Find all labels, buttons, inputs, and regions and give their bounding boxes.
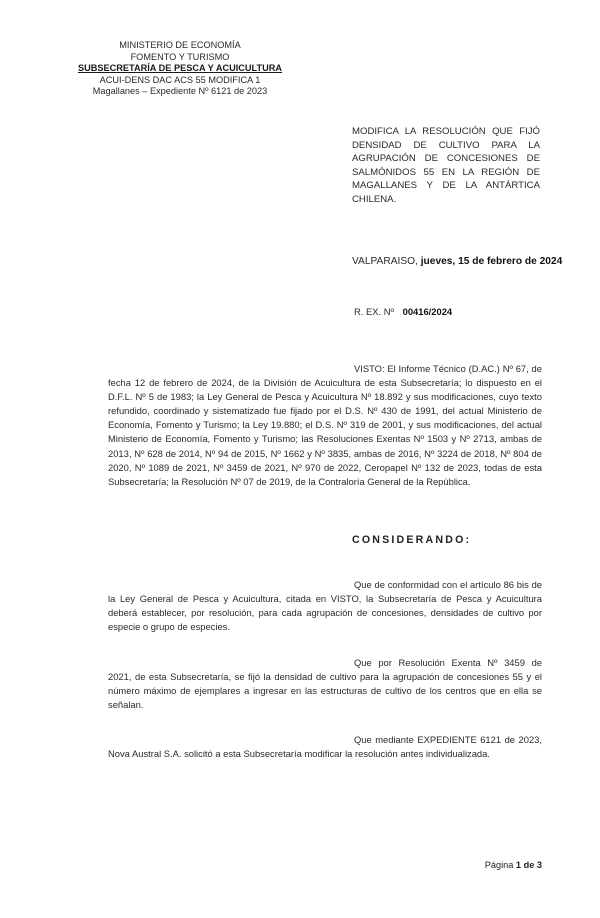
issuing-authority-header [70, 40, 290, 98]
file-reference: Magallanes – Expediente Nº 6121 de 2023 [92, 86, 268, 97]
page-total: 3 [536, 860, 542, 870]
issue-date: jueves, 15 de febrero de 2024 [420, 256, 563, 267]
considerando-paragraph-2 [108, 656, 542, 712]
page-of: de [523, 860, 535, 870]
paragraph-text: Que de conformidad con el artículo 86 bis de la Ley General de Pesca y Acuicultura, citada en VISTO, la Subsecretaría de Pesca y Acuicultura deberá establecer, por resolución, para cada agrupación de concesiones, densidades de cultivo por especie o grupo de especies. [108, 579, 542, 633]
subject-line: SALMÓNIDOS 55 EN LA REGIÓN DE [352, 166, 540, 178]
place-and-date [352, 256, 562, 267]
resolution-subject [352, 125, 540, 207]
resolution-number-label: R. EX. Nº [354, 306, 394, 317]
visto-paragraph [108, 362, 542, 489]
page-current: 1 [515, 860, 522, 870]
ministry-subline: FOMENTO Y TURISMO [130, 51, 230, 62]
resolution-number-value: 00416/2024 [402, 306, 453, 317]
considerando-paragraph-1 [108, 578, 542, 634]
paragraph-text: Que mediante EXPEDIENTE 6121 de 2023, Nova Austral S.A. solicitó a esta Subsecretaría modificar la resolución antes individualizada. [108, 734, 542, 760]
resolution-number [354, 306, 452, 317]
page-prefix: Página [484, 860, 514, 870]
considerando-paragraph-3 [108, 733, 542, 761]
subject-line: DENSIDAD DE CULTIVO PARA LA [352, 139, 540, 151]
subject-line: AGRUPACIÓN DE CONCESIONES DE [352, 153, 540, 165]
subject-line: MODIFICA LA RESOLUCIÓN QUE FIJÓ [352, 126, 540, 137]
reference-code: ACUI-DENS DAC ACS 55 MODIFICA 1 [99, 74, 261, 85]
visto-text: VISTO: El Informe Técnico (D.AC.) Nº 67, de fecha 12 de febrero de 2024, de la División de Acuicultura de esta Subsecretaría; lo dispuesto en el D.F.L. Nº 5 de 1983; la Ley General de Pesca y Acuicultura Nº 18.892 y sus modificaciones, cuyo texto refundido, coordinado y sistematizado fue fijado por el D.S. Nº 430 de 1991, del actual Ministerio de Economía, Fomento y Turismo; la Ley 19.880; el D.S. Nº 319 de 2001, y sus modificaciones, del actual Ministerio de Economía, Fomento y Turismo; las Resoluciones Exentas Nº 1503 y Nº 2713, ambas de 2013, Nº 628 de 2014, Nº 94 de 2015, Nº 1662 y Nº 3835, ambas de 2016, Nº 3224 de 2018, Nº 804 de 2020, Nº 1089 de 2021, Nº 3459 de 2021, Nº 970 de 2022, Ceropapel Nº 132 de 2023, todas de esta Subsecretaría; la Resolución Nº 07 de 2019, de la Contraloría General de la República. [108, 363, 542, 487]
city: VALPARAISO, [352, 256, 418, 267]
ministry-line: MINISTERIO DE ECONOMÍA [119, 40, 241, 50]
undersecretariat-line: SUBSECRETARÍA DE PESCA Y ACUICULTURA [77, 63, 282, 74]
page-number [485, 860, 542, 870]
subject-line: MAGALLANES Y DE LA ANTÁRTICA CHILENA. [352, 180, 540, 205]
considerando-heading: CONSIDERANDO: [352, 534, 472, 546]
paragraph-text: Que por Resolución Exenta Nº 3459 de 2021, de esta Subsecretaría, se fijó la densidad de cultivo para la agrupación de concesiones 55 y el número máximo de ejemplares a ingresar en las estructuras de cultivo de los centros que en ella se señalan. [108, 657, 542, 711]
